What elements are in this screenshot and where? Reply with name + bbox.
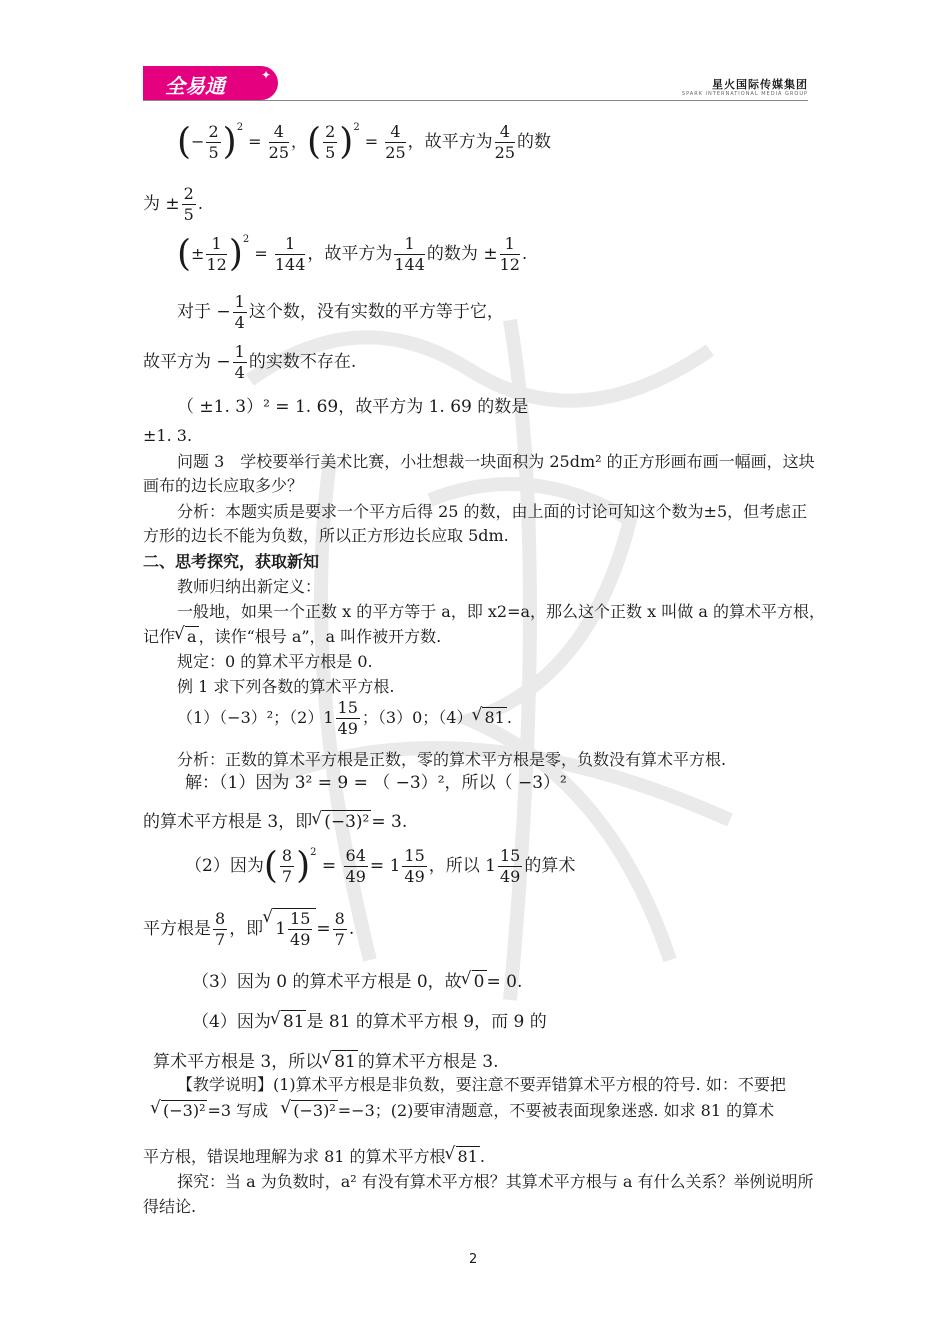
line-no-real-root: 故平方为 − $\frac{1}{4}$ 的实数不存在. <box>143 342 357 382</box>
analysis-1: 分析：本题实质是要求一个平方后得 25 的数，由上面的讨论可知这个数为±5，但考虑正 <box>177 502 808 521</box>
publisher-name: 星火国际传媒集团 <box>712 78 808 91</box>
solution-1-cont: 的算术平方根是 3，即√ (−3)² = 3. <box>143 810 407 833</box>
line-square-1-12: (± $\frac{1}{12}$ )$^2$ = $\frac{1}{144}$ ，故平方为 $\frac{1}{144}$ 的数为 ± $\frac{1}{12}$ . <box>177 233 528 275</box>
analysis-2: 分析：正数的算术平方根是正数，零的算术平方根是零，负数没有算术平方根. <box>177 750 727 769</box>
logo-text: 全易通 <box>165 74 225 98</box>
solution-1: 解：（1）因为 3² = 9 = （ −3）²，所以（ −3）² <box>185 773 567 793</box>
line-square-2-5: (− $\frac{2}{5}$ )$^2$ = $\frac{4}{25}$ ，( $\frac{2}{5}$ )$^2$ = $\frac{4}{25}$ ，故平方为 $\frac{4}{25}$ 的数 <box>177 121 551 163</box>
line-answer-2-5: 为 ± $\frac{2}{5}$ . <box>143 184 203 224</box>
definition-intro: 教师归纳出新定义： <box>177 577 322 596</box>
header-divider <box>143 100 808 101</box>
example-1: 例 1 求下列各数的算术平方根. <box>177 677 395 696</box>
logo-spark-icon: ✦ <box>261 68 272 82</box>
example-1-items: （1）（−3）²；（2）1 $\frac{15}{49}$ ；（3）0；（4）√ 81 . <box>177 698 512 742</box>
line-1-3-square: （ ±1. 3）² = 1. 69，故平方为 1. 69 的数是 <box>177 397 529 417</box>
teaching-note: 【教学说明】(1)算术平方根是非负数，要注意不要弄错算术平方根的符号. 如：不要把 <box>177 1075 786 1094</box>
solution-4: （4）因为√ 81 是 81 的算术平方根 9，而 9 的 <box>192 1010 547 1033</box>
solution-3: （3）因为 0 的算术平方根是 0，故√ 0 = 0. <box>192 970 522 993</box>
section-heading-2: 二、思考探究，获取新知 <box>143 552 320 571</box>
teaching-note-cont: √ (−3)² =3 写成 √ (−3)² =−3；(2)要审清题意，不要被表面现象迷惑. 如求 81 的算术 <box>143 1100 774 1132</box>
publisher-name-en: SPARK INTERNATIONAL MEDIA GROUP <box>681 91 808 97</box>
definition-text: 一般地，如果一个正数 x 的平方等于 a，即 x2=a，那么这个正数 x 叫做 a 的算术平方根， <box>177 602 825 621</box>
explore-question: 探究：当 a 为负数时，a² 有没有算术平方根？其算术平方根与 a 有什么关系？举例说明所 <box>177 1172 814 1191</box>
definition-notation: 记作√ a ，读作“根号 a”，a 叫作被开方数. <box>143 626 441 647</box>
question-3-cont: 画布的边长应取多少？ <box>143 476 304 495</box>
line-1-3-answer: ±1. 3. <box>143 426 193 445</box>
page-number: 2 <box>469 1252 478 1267</box>
brand-logo <box>143 66 278 100</box>
question-3: 问题 3 学校要举行美术比赛，小壮想裁一块面积为 25dm² 的正方形画布画一幅画，这块 <box>177 452 815 471</box>
rule-zero: 规定：0 的算术平方根是 0. <box>177 652 373 671</box>
solution-4-cont: 算术平方根是 3，所以√ 81 的算术平方根是 3. <box>153 1050 499 1073</box>
teaching-note-cont-2: 平方根，错误地理解为求 81 的算术平方根√ 81 . <box>143 1146 485 1167</box>
analysis-1-cont: 方形的边长不能为负数，所以正方形边长应取 5dm. <box>143 526 509 545</box>
solution-2-cont: 平方根是 $\frac{8}{7}$ ，即√ 1 $\frac{15}{49}$ = $\frac{8}{7}$ . <box>143 908 354 952</box>
solution-2: （2）因为( $\frac{8}{7}$ )$^2$ = $\frac{64}{49}$ = 1 $\frac{15}{49}$ ，所以 1 $\frac{15}{49}$ 的算术 <box>185 845 576 887</box>
explore-question-cont: 得结论. <box>143 1197 197 1216</box>
line-minus-quarter: 对于 − $\frac{1}{4}$ 这个数，没有实数的平方等于它， <box>177 292 504 332</box>
